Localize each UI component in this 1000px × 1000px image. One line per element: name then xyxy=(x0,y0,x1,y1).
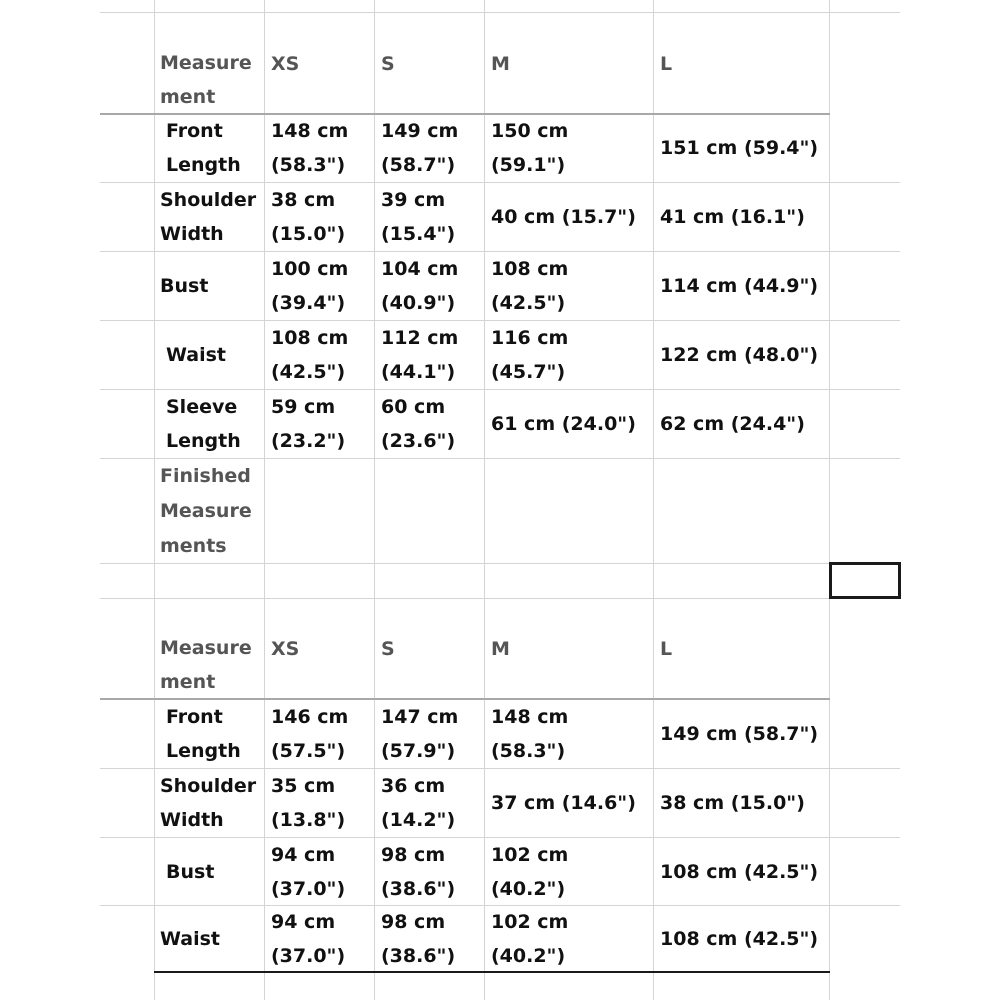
table1-header-s: S xyxy=(381,53,395,75)
table2-cell-s: 36 cm (14.2") xyxy=(381,775,456,831)
table1-cell-m: 108 cm (42.5") xyxy=(491,258,569,314)
table1-cell-xs: 148 cm (58.3") xyxy=(271,120,349,176)
table1-cell-s: 112 cm (44.1") xyxy=(381,327,459,383)
table1-header-l: L xyxy=(660,53,673,75)
table1-cell-xs: 59 cm (23.2") xyxy=(271,396,346,452)
table2-cell-s: 98 cm (38.6") xyxy=(381,843,456,900)
table1-row-label: Shoulder Width xyxy=(160,189,257,245)
table2-cell-l: 108 cm (42.5") xyxy=(660,928,819,950)
table1-cell-l: 122 cm (48.0") xyxy=(660,344,819,366)
table1-cell-s: 104 cm (40.9") xyxy=(381,258,459,314)
grid-column-line xyxy=(264,0,265,1000)
table2-cell-xs: 94 cm (37.0") xyxy=(271,843,346,900)
table1-cell-l: 41 cm (16.1") xyxy=(660,206,805,228)
grid-column-line xyxy=(653,0,654,1000)
table2-row-label: Front Length xyxy=(166,706,241,762)
table1-row-label: Sleeve Length xyxy=(166,396,241,452)
grid-column-line xyxy=(484,0,485,1000)
table2-cell-l: 108 cm (42.5") xyxy=(660,860,819,883)
table1-cell-xs: 100 cm (39.4") xyxy=(271,258,349,314)
table1-cell-xs: 108 cm (42.5") xyxy=(271,327,349,383)
grid-column-line xyxy=(154,0,155,1000)
table2-cell-xs: 94 cm (37.0") xyxy=(271,911,346,967)
table1-cell-s: 149 cm (58.7") xyxy=(381,120,459,176)
selected-cell[interactable] xyxy=(829,562,901,599)
table2-cell-m: 102 cm (40.2") xyxy=(491,911,569,967)
table1-cell-l: 62 cm (24.4") xyxy=(660,413,805,435)
table2-header-xs: XS xyxy=(271,638,300,660)
section-title: Finished Measure ments xyxy=(160,464,252,557)
table2-cell-s: 98 cm (38.6") xyxy=(381,911,456,967)
table2-cell-m: 102 cm (40.2") xyxy=(491,843,569,900)
table2-row-label: Shoulder Width xyxy=(160,775,257,831)
table2-cell-s: 147 cm (57.9") xyxy=(381,706,459,762)
grid-column-line xyxy=(374,0,375,1000)
table1-header-xs: XS xyxy=(271,53,300,75)
table2-cell-xs: 35 cm (13.8") xyxy=(271,775,346,831)
table2-cell-l: 38 cm (15.0") xyxy=(660,792,805,814)
table2-header-measurement: Measure ment xyxy=(160,637,252,693)
table2-header-s: S xyxy=(381,638,395,660)
grid-row-line xyxy=(100,598,900,599)
table1-cell-m: 150 cm (59.1") xyxy=(491,120,569,176)
table1-header-m: M xyxy=(491,53,510,75)
table1-cell-l: 114 cm (44.9") xyxy=(660,275,819,297)
table1-row-label: Waist xyxy=(166,344,227,366)
table2-cell-m: 148 cm (58.3") xyxy=(491,706,569,762)
table1-cell-l: 151 cm (59.4") xyxy=(660,137,819,159)
table2-row-label: Waist xyxy=(160,928,221,950)
table1-row-label: Front Length xyxy=(166,120,241,176)
grid-column-line xyxy=(829,0,830,1000)
table1-row-label: Bust xyxy=(160,275,209,297)
table2-header-l: L xyxy=(660,638,673,660)
table1-cell-m: 61 cm (24.0") xyxy=(491,413,636,435)
table2-cell-xs: 146 cm (57.5") xyxy=(271,706,349,762)
table1-cell-m: 116 cm (45.7") xyxy=(491,327,569,383)
table2-header-m: M xyxy=(491,638,510,660)
table2-cell-m: 37 cm (14.6") xyxy=(491,792,636,814)
table1-cell-s: 39 cm (15.4") xyxy=(381,189,456,245)
table1-cell-m: 40 cm (15.7") xyxy=(491,206,636,228)
table2-row-label: Bust xyxy=(166,860,215,883)
table1-header-measurement: Measure ment xyxy=(160,52,252,108)
table1-cell-s: 60 cm (23.6") xyxy=(381,396,456,452)
table2-cell-l: 149 cm (58.7") xyxy=(660,723,819,745)
table1-cell-xs: 38 cm (15.0") xyxy=(271,189,346,245)
